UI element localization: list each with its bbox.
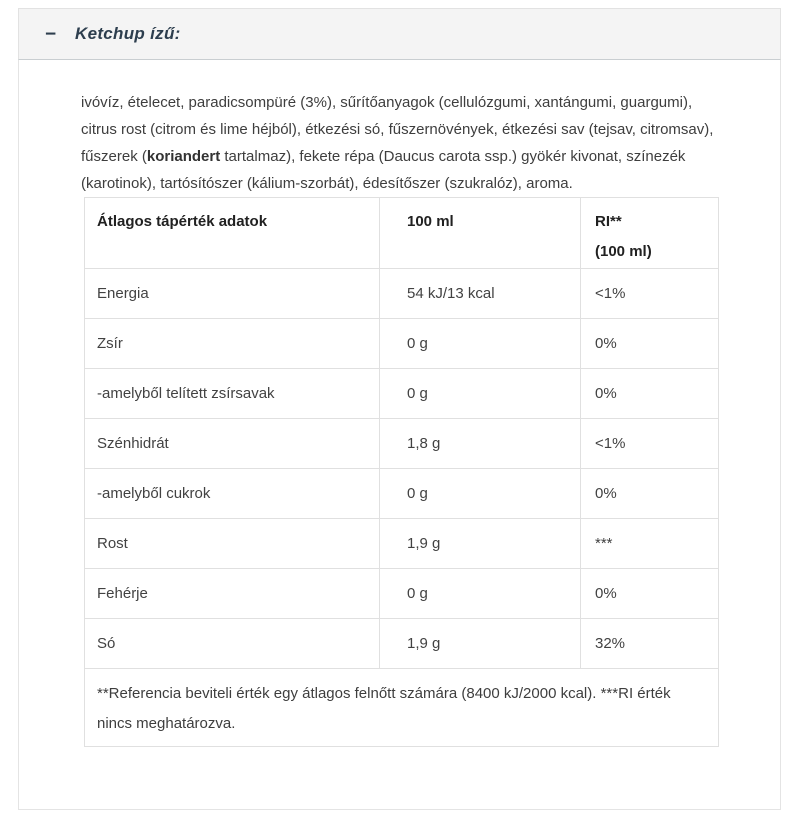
nutrient-label: Fehérje [85,569,380,619]
nutrient-label: Szénhidrát [85,419,380,469]
header-cell-nutrient: Átlagos tápérték adatok [85,198,380,269]
table-row-feherje [85,569,719,619]
nutrient-label: Rost [85,519,380,569]
nutrient-ri: <1% [581,269,719,319]
nutrition-table [84,197,719,747]
header-cell-ri [581,198,719,269]
ingredients-allergen-bold: koriandert [146,148,221,165]
table-row-zsir [85,319,719,369]
nutrient-value: 54 kJ/13 kcal [380,269,581,319]
table-row-cukrok [85,469,719,519]
nutrient-label: -amelyből telített zsírsavak [85,369,380,419]
table-row-telitett-zsirsavak [85,369,719,419]
nutrient-value: 1,8 g [380,419,581,469]
nutrient-ri: 0% [581,319,719,369]
table-row-rost [85,519,719,569]
nutrient-value: 1,9 g [380,519,581,569]
nutrient-label: Zsír [85,319,380,369]
header-ri-line2: (100 ml) [595,243,652,260]
header-cell-amount: 100 ml [380,198,581,269]
table-row-energia [85,269,719,319]
ingredients-paragraph [81,89,721,197]
nutrient-value: 0 g [380,369,581,419]
nutrient-ri: *** [581,519,719,569]
nutrient-ri: 0% [581,569,719,619]
accordion-title: Ketchup ízű: [75,24,181,43]
accordion-panel [18,60,781,810]
flavor-accordion [18,8,781,810]
nutrient-value: 1,9 g [380,619,581,669]
nutrient-value: 0 g [380,469,581,519]
header-ri-line1: RI** [595,213,622,230]
table-row-szenhidrat [85,419,719,469]
nutrient-ri: 0% [581,469,719,519]
nutrient-label: -amelyből cukrok [85,469,380,519]
nutrient-ri: 32% [581,619,719,669]
nutrition-table-header-row [85,198,719,269]
collapse-minus-icon[interactable]: − [45,23,57,45]
accordion-header-ketchup[interactable] [18,8,781,60]
table-row-so [85,619,719,669]
nutrient-value: 0 g [380,569,581,619]
table-footnote-row [85,669,719,747]
nutrient-label: Energia [85,269,380,319]
nutrient-ri: 0% [581,369,719,419]
reference-footnote: **Referencia beviteli érték egy átlagos felnőtt számára (8400 kJ/2000 kcal). ***RI érték nincs meghatározva. [85,669,719,747]
ingredients-text-start: ivóvíz, ételecet, paradicsompüré (3%), sűrítőanyagok (cellulózgumi, xantángumi, guargumi), citrus rost (citrom és lime héjból), étkezési só, fűszernövények, étkezési sav (tejsav, citromsav), fűszerek ( [81,94,714,165]
nutrient-ri: <1% [581,419,719,469]
nutrient-value: 0 g [380,319,581,369]
ingredients-text-end: tartalmaz), fekete répa (Daucus carota ssp.) gyökér kivonat, színezék (karotinok), tartósítószer (kálium-szorbát), édesítőszer (szukralóz), aroma. [81,148,686,192]
nutrient-label: Só [85,619,380,669]
